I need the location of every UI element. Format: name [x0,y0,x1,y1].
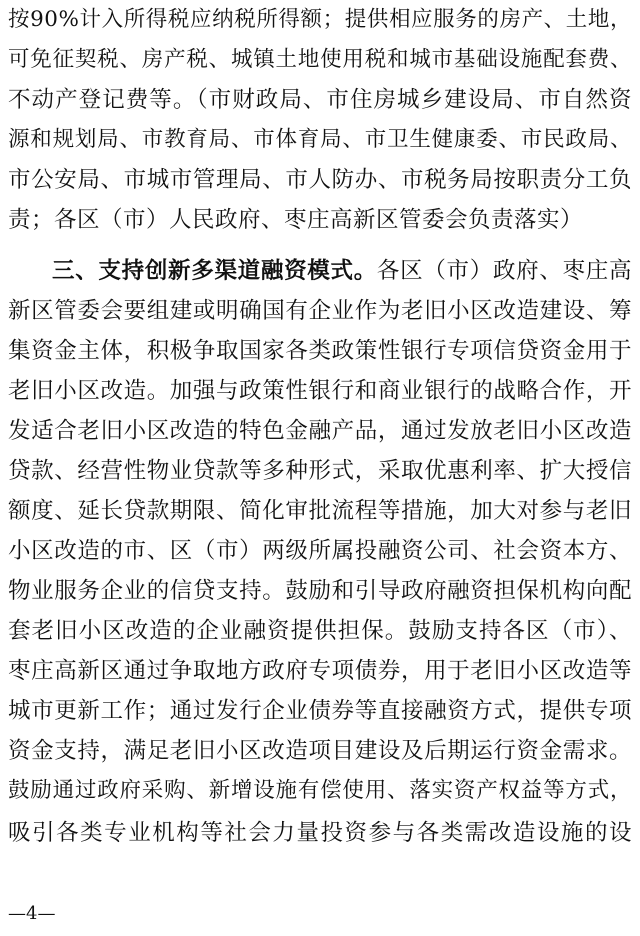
paragraph-line: 责；各区（市）人民政府、枣庄高新区管委会负责落实） [8,207,584,233]
paragraph-line: 贷款、经营性物业贷款等多种形式，采取优惠利率、扩大授信 [8,458,632,484]
paragraph-line: 可免征契税、房产税、城镇土地使用税和城市基础设施配套费、 [8,47,632,72]
section-three-first-line [52,251,632,291]
page-number: —4— [8,903,56,924]
paragraph-line: 小区改造的市、区（市）两级所属投融资公司、社会资本方、 [8,538,632,564]
paragraph-line: 发适合老旧小区改造的特色金融产品，通过发放老旧小区改造 [8,418,632,444]
paragraph-line: 市公安局、市城市管理局、市人防办、市税务局按职责分工负 [8,167,632,193]
paragraph-line: 资金支持，满足老旧小区改造项目建设及后期运行资金需求。 [8,738,632,764]
paragraph-line: 老旧小区改造。加强与政策性银行和商业银行的战略合作，开 [8,378,632,404]
paragraph-line: 城市更新工作；通过发行企业债券等直接融资方式，提供专项 [8,698,632,724]
paragraph-line: 不动产登记费等。（市财政局、市住房城乡建设局、市自然资 [8,87,632,113]
section-three-heading: 三、支持创新多渠道融资模式。 [52,258,377,284]
paragraph-line: 鼓励通过政府采购、新增设施有偿使用、落实资产权益等方式， [8,778,632,803]
section-three-first-line-text: 各区（市）政府、枣庄高 [376,258,632,284]
paragraph-line: 新区管委会要组建或明确国有企业作为老旧小区改造建设、筹 [8,298,632,324]
paragraph-line: 按90%计入所得税应纳税所得额；提供相应服务的房产、土地， [8,7,632,32]
paragraph-line: 额度、延长贷款期限、简化审批流程等措施，加大对参与老旧 [8,498,632,524]
paragraph-line: 源和规划局、市教育局、市体育局、市卫生健康委、市民政局、 [8,127,632,152]
paragraph-line: 吸引各类专业机构等社会力量投资参与各类需改造设施的设 [8,820,632,846]
paragraph-line: 物业服务企业的信贷支持。鼓励和引导政府融资担保机构向配 [8,578,632,604]
paragraph-line: 集资金主体，积极争取国家各类政策性银行专项信贷资金用于 [8,338,632,364]
paragraph-line: 套老旧小区改造的企业融资提供担保。鼓励支持各区（市）、 [8,618,632,644]
paragraph-line: 枣庄高新区通过争取地方政府专项债券，用于老旧小区改造等 [8,658,632,684]
